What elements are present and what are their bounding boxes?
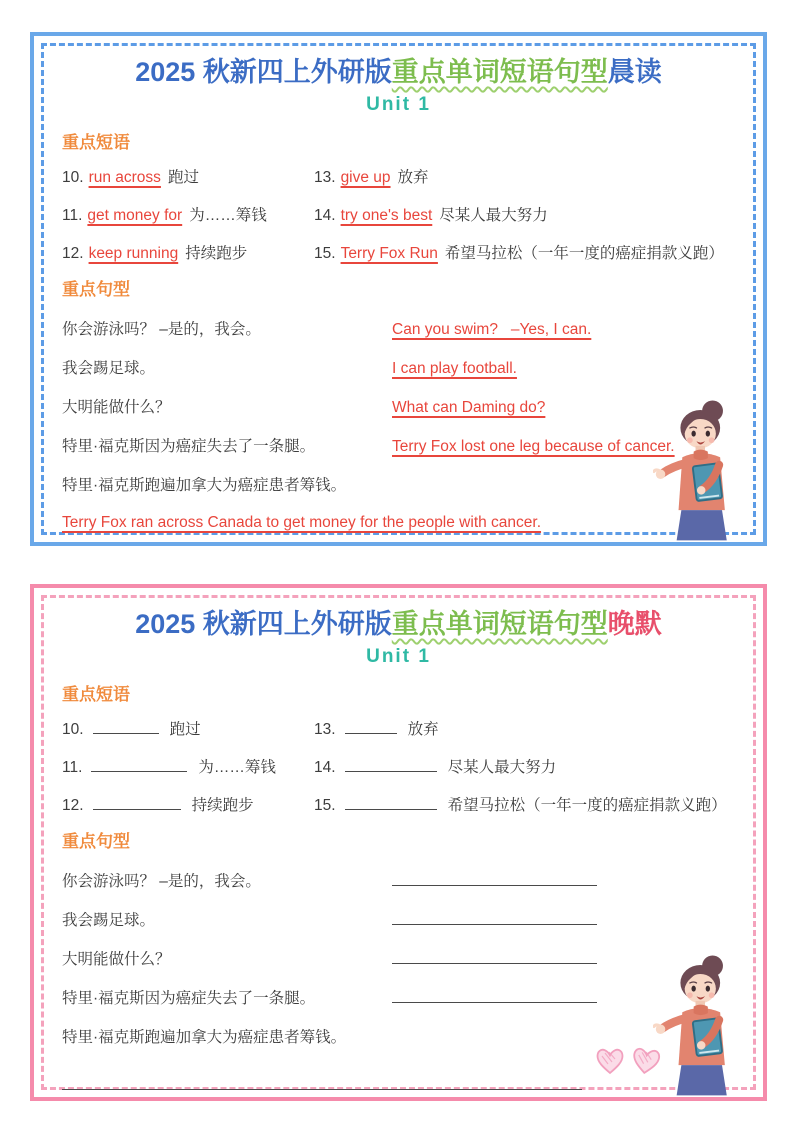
title-prefix: 2025 秋新四上外研版 xyxy=(135,57,392,87)
phrase-chinese: 持续跑步 xyxy=(185,245,248,263)
phrase-english: try one's best xyxy=(340,207,433,225)
phrase-chinese: 希望马拉松（一年一度的癌症捐款义跑） xyxy=(444,245,724,263)
page-title xyxy=(62,56,735,88)
sentence-chinese: 你会游泳吗？ –是的，我会。 xyxy=(62,873,261,891)
answer-blank xyxy=(345,795,437,810)
heart-icon xyxy=(595,1047,625,1075)
answer-blank xyxy=(345,757,437,772)
sentence-row xyxy=(62,869,735,891)
phrase-item xyxy=(314,717,735,739)
phrase-item xyxy=(314,165,735,187)
phrase-number: 14. xyxy=(314,759,336,777)
sentences-heading: 重点句型 xyxy=(62,280,130,300)
teacher-girl-illustration xyxy=(653,394,757,546)
phrase-english: get money for xyxy=(87,207,183,225)
sentence-row xyxy=(62,947,735,969)
phrase-item xyxy=(62,717,314,739)
sentence-chinese: 特里·福克斯跑遍加拿大为癌症患者筹钱。 xyxy=(62,477,347,495)
sentence-chinese: 我会踢足球。 xyxy=(62,912,156,930)
page-title xyxy=(62,608,735,640)
sentence-chinese: 大明能做什么？ xyxy=(62,951,171,969)
teacher-girl-illustration xyxy=(653,949,757,1101)
sentence-row xyxy=(62,473,735,495)
sentence-english: What can Daming do? xyxy=(392,399,546,417)
phrase-number: 15. xyxy=(314,797,336,815)
answer-blank xyxy=(345,719,397,734)
answer-blank xyxy=(91,757,187,772)
title-highlight: 重点单词短语句型 xyxy=(391,57,608,87)
phrase-number: 10. xyxy=(62,721,84,739)
phrase-item xyxy=(62,165,314,187)
phrase-chinese: 为……筹钱 xyxy=(189,207,267,225)
sentence-row xyxy=(62,986,735,1008)
phrase-number: 14. xyxy=(314,207,336,225)
evening-dictation-card xyxy=(30,584,767,1101)
phrase-english: keep running xyxy=(88,245,179,263)
sentence-row xyxy=(62,1025,735,1047)
answer-blank xyxy=(93,795,181,810)
phrase-chinese: 放弃 xyxy=(407,721,439,739)
phrase-item xyxy=(314,793,735,815)
phrase-chinese: 尽某人最大努力 xyxy=(447,759,557,777)
phrase-english: run across xyxy=(88,169,161,187)
phrase-number: 13. xyxy=(314,169,336,187)
sentence-chinese: 大明能做什么？ xyxy=(62,399,171,417)
phrase-chinese: 放弃 xyxy=(397,169,429,187)
sentence-row xyxy=(62,908,735,930)
phrase-item xyxy=(62,793,314,815)
phrase-chinese: 跑过 xyxy=(167,169,199,187)
sentence-chinese: 特里·福克斯跑遍加拿大为癌症患者筹钱。 xyxy=(62,1029,347,1047)
phrase-item xyxy=(62,241,314,263)
answer-line xyxy=(392,988,597,1003)
answer-line-full xyxy=(62,1075,582,1090)
phrase-number: 12. xyxy=(62,245,84,263)
phrases-list xyxy=(62,165,735,263)
phrases-list xyxy=(62,717,735,815)
phrases-heading: 重点短语 xyxy=(62,685,130,705)
phrase-chinese: 尽某人最大努力 xyxy=(439,207,548,225)
phrase-number: 10. xyxy=(62,169,84,187)
sentence-chinese: 特里·福克斯因为癌症失去了一条腿。 xyxy=(62,438,316,456)
sentence-row xyxy=(62,317,735,339)
sentence-chinese: 我会踢足球。 xyxy=(62,360,156,378)
title-suffix: 晚默 xyxy=(607,609,662,639)
sentences-heading: 重点句型 xyxy=(62,832,130,852)
sentence-english-full: Terry Fox ran across Canada to get money for the people with cancer. xyxy=(62,514,542,532)
sentence-row xyxy=(62,356,735,378)
sentence-english: Terry Fox lost one leg because of cancer. xyxy=(392,438,675,456)
phrase-number: 15. xyxy=(314,245,336,263)
phrase-chinese: 为……筹钱 xyxy=(198,759,276,777)
unit-label: Unit 1 xyxy=(366,646,431,668)
phrase-number: 11. xyxy=(62,759,83,777)
hearts-decoration xyxy=(595,1047,661,1075)
phrase-number: 13. xyxy=(314,721,336,739)
sentence-chinese: 你会游泳吗？ –是的，我会。 xyxy=(62,321,261,339)
answer-line xyxy=(392,910,597,925)
sentence-chinese: 特里·福克斯因为癌症失去了一条腿。 xyxy=(62,990,316,1008)
phrase-item xyxy=(62,203,314,225)
answer-blank xyxy=(93,719,159,734)
phrase-chinese: 跑过 xyxy=(169,721,201,739)
sentence-row xyxy=(62,395,735,417)
phrase-chinese: 持续跑步 xyxy=(191,797,254,815)
sentence-row xyxy=(62,434,735,456)
title-suffix: 晨读 xyxy=(607,57,662,87)
answer-line xyxy=(392,949,597,964)
answer-line xyxy=(392,871,597,886)
sentence-english: I can play football. xyxy=(392,360,517,378)
phrase-number: 11. xyxy=(62,207,83,225)
morning-reading-card xyxy=(30,32,767,546)
phrase-english: give up xyxy=(340,169,391,187)
phrase-english: Terry Fox Run xyxy=(340,245,438,263)
title-prefix: 2025 秋新四上外研版 xyxy=(135,609,392,639)
phrase-chinese: 希望马拉松（一年一度的癌症捐款义跑） xyxy=(447,797,727,815)
phrases-heading: 重点短语 xyxy=(62,133,130,153)
phrase-item xyxy=(314,203,735,225)
phrase-number: 12. xyxy=(62,797,84,815)
unit-label: Unit 1 xyxy=(366,94,431,116)
phrase-item xyxy=(314,755,735,777)
sentence-english: Can you swim? –Yes, I can. xyxy=(392,321,592,339)
phrase-item xyxy=(314,241,735,263)
sentences-list xyxy=(62,317,735,532)
phrase-item xyxy=(62,755,314,777)
title-highlight: 重点单词短语句型 xyxy=(391,609,608,639)
